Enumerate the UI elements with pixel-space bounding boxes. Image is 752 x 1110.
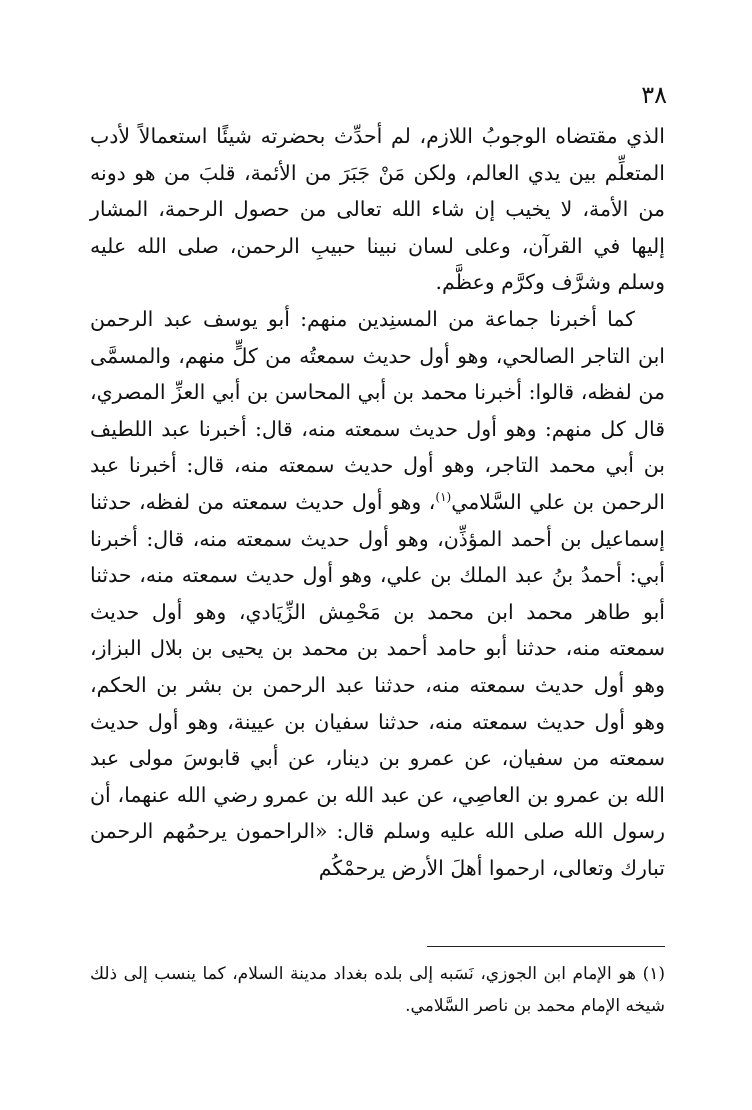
footnote-1: (١) هو الإمام ابن الجوزي، نَسَبه إلى بلده بغداد مدينة السلام، كما ينسب إلى ذلك شيخه الإمام محمد بن ناصر السَّلامي. <box>90 964 665 1016</box>
paragraph-2-part-2: ، وهو أول حديث سمعته من لفظه، حدثنا إسماعيل بن أحمد المؤذِّن، وهو أول حديث سمعته منه، قال: أخبرنا أبي: أحمدُ بنُ عبد الملك بن علي، وهو أول حديث سمعته منه، حدثنا أبو طاهر محمد ابن محمد بن مَحْمِش الزِّيَادي، وهو أول حديث سمعته منه، حدثنا أبو حامد أحمد بن محمد بن يحيى بن بلال البزاز، وهو أول حديث سمعته منه، حدثنا عبد الرحمن بن بشر بن الحكم، وهو أول حديث سمعته منه، حدثنا سفيان بن عيينة، وهو أول حديث سمعته من سفيان، عن عمرو بن دينار، عن أبي قابوسَ مولى عبد الله بن عمرو بن العاصِي، عن عبد الله بن عمرو رضي الله عنهما، أن رسول الله صلى الله عليه وسلم قال: «الراحمون يرحمُهم الرحمن تبارك وتعالى، ارحموا أهلَ الأرض يرحمْكُم <box>90 489 665 880</box>
paragraph-1: الذي مقتضاه الوجوبُ اللازم، لم أحدِّث بحضرته شيئًا استعمالاً لأدب المتعلِّم بين يدي العالم، ولكن مَنْ جَبَرَ من الأئمة، قلبَ من هو دونه من الأمة، لا يخيب إن شاء الله تعالى من حصول الرحمة، المشار إليها في القرآن، وعلى لسان نبينا حبيبِ الرحمن، صلى الله عليه وسلم وشرَّف وكرَّم وعظَّم. <box>90 124 665 295</box>
page-number: ٣٨ <box>641 81 667 109</box>
main-text <box>90 118 665 886</box>
paragraph-2-part-1: كما أخبرنا جماعة من المسنِدين منهم: أبو يوسف عبد الرحمن ابن التاجر الصالحي، وهو أول حديث سمعتُه من كلٍّ منهم، والمسمَّى من لفظه، قالوا: أخبرنا محمد بن أبي المحاسن بن أبي العزِّ المصري، قال كل منهم: وهو أول حديث سمعته منه، قال: أخبرنا عبد اللطيف بن أبي محمد التاجر، وهو أول حديث سمعته منه، قال: أخبرنا عبد الرحمن بن علي السَّلامي <box>90 306 665 514</box>
footnote-reference: (١) <box>435 490 452 505</box>
paragraph-2 <box>90 301 665 887</box>
footnote-separator <box>427 946 665 947</box>
